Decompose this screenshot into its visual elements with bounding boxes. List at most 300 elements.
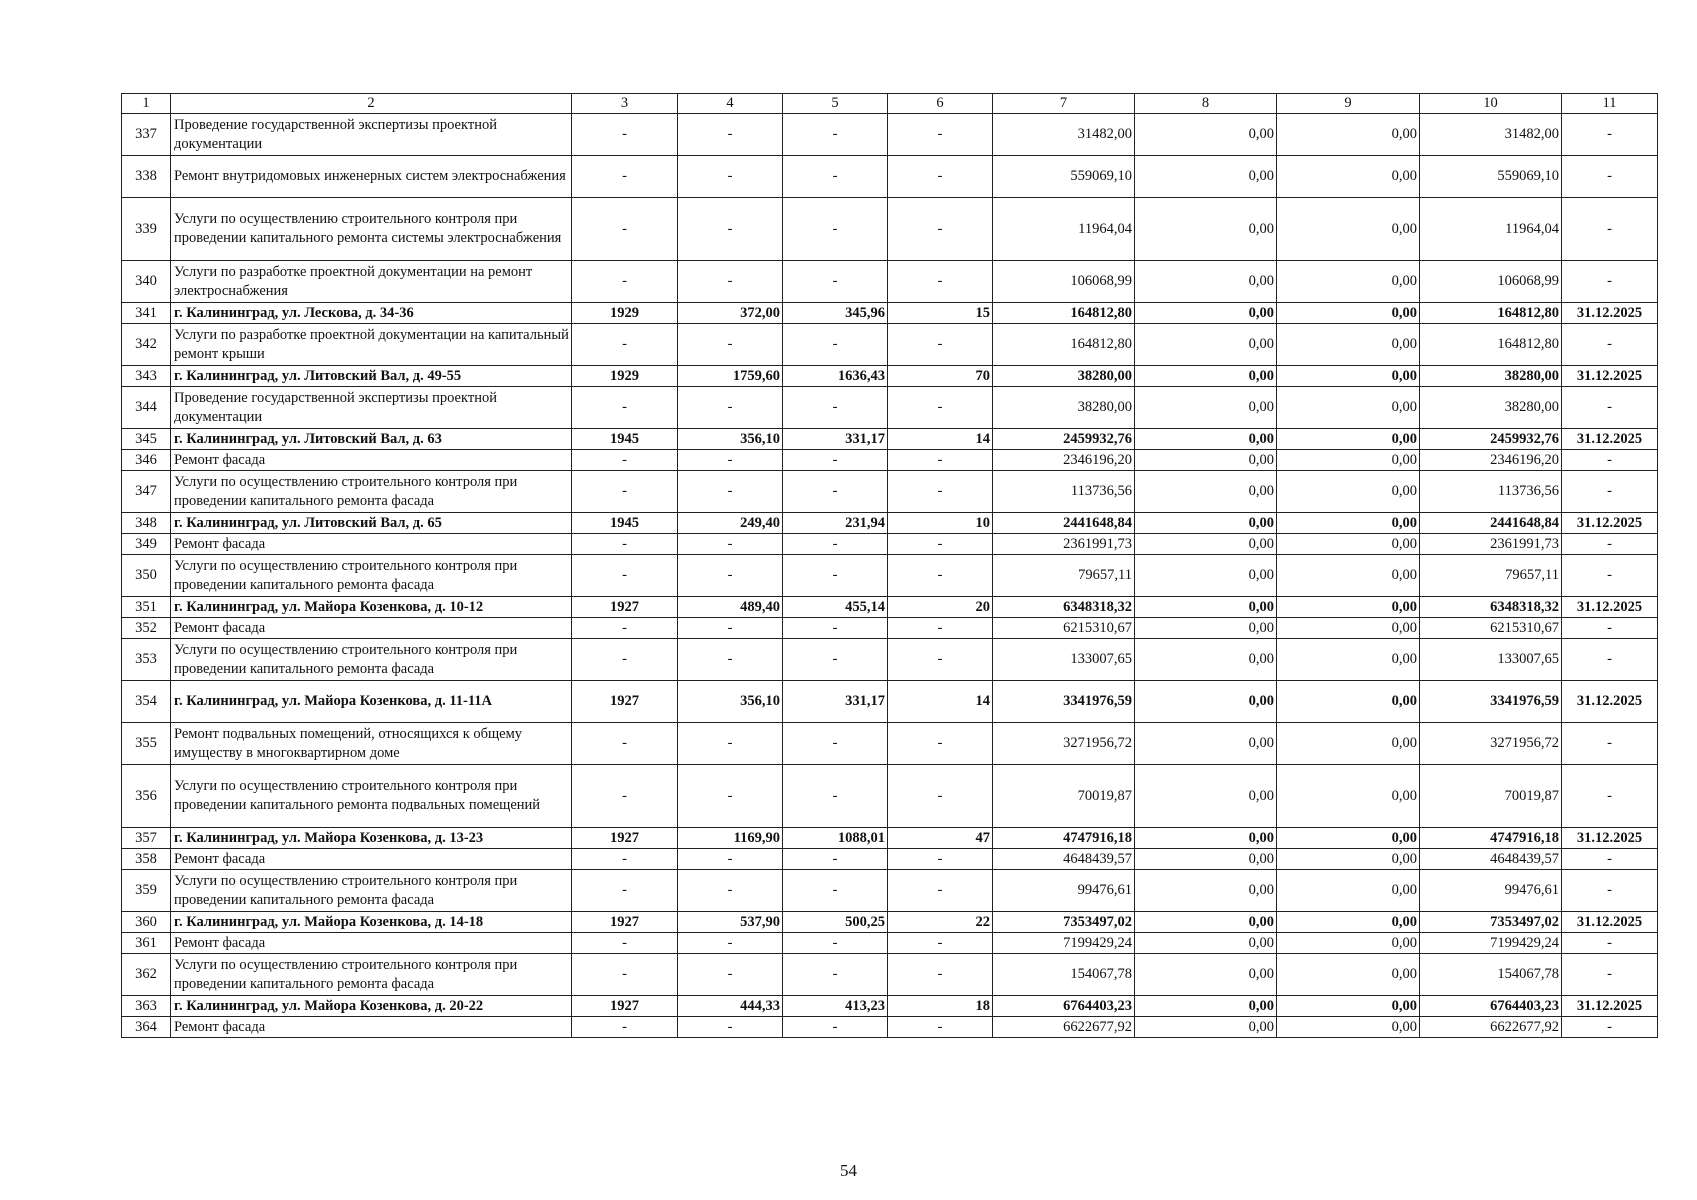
cell-col-9: 0,00 [1277,912,1420,933]
cell-col-8: 0,00 [1135,1017,1277,1038]
column-header: 5 [783,94,888,114]
row-number: 352 [122,618,171,639]
row-number: 343 [122,366,171,387]
work-item-row [122,933,1658,954]
cell-col-7: 106068,99 [993,261,1135,303]
cell-col-3: - [572,534,678,555]
row-number: 345 [122,429,171,450]
cell-col-3: - [572,261,678,303]
cell-col-3: - [572,765,678,828]
cell-col-4: 1759,60 [678,366,783,387]
row-number: 355 [122,723,171,765]
cell-col-10: 3271956,72 [1420,723,1562,765]
row-number: 364 [122,1017,171,1038]
cell-col-9: 0,00 [1277,198,1420,261]
row-number: 344 [122,387,171,429]
row-description: г. Калининград, ул. Майора Козенкова, д. 14-18 [171,912,572,933]
row-number: 354 [122,681,171,723]
cell-col-4: - [678,555,783,597]
work-item-row [122,870,1658,912]
cell-col-9: 0,00 [1277,555,1420,597]
cell-col-10: 99476,61 [1420,870,1562,912]
row-description: Услуги по осуществлению строительного контроля при проведении капитального ремонта системы электроснабжения [171,198,572,261]
row-description: Ремонт внутридомовых инженерных систем электроснабжения [171,156,572,198]
cell-col-8: 0,00 [1135,366,1277,387]
cell-col-9: 0,00 [1277,870,1420,912]
row-description: Проведение государственной экспертизы проектной документации [171,114,572,156]
cell-col-6: 10 [888,513,993,534]
cell-col-8: 0,00 [1135,828,1277,849]
cell-col-9: 0,00 [1277,261,1420,303]
cell-col-9: 0,00 [1277,765,1420,828]
cell-col-9: 0,00 [1277,723,1420,765]
cell-col-7: 154067,78 [993,954,1135,996]
row-description: Услуги по разработке проектной документации на ремонт электроснабжения [171,261,572,303]
cell-col-11: - [1562,534,1658,555]
address-row [122,912,1658,933]
cell-col-5: - [783,954,888,996]
cell-col-6: - [888,723,993,765]
cell-col-8: 0,00 [1135,534,1277,555]
cell-col-9: 0,00 [1277,996,1420,1017]
cell-col-9: 0,00 [1277,849,1420,870]
cell-col-8: 0,00 [1135,954,1277,996]
cell-col-9: 0,00 [1277,534,1420,555]
cell-col-7: 2346196,20 [993,450,1135,471]
row-number: 339 [122,198,171,261]
work-item-row [122,849,1658,870]
cell-col-11: 31.12.2025 [1562,429,1658,450]
cell-col-9: 0,00 [1277,156,1420,198]
cell-col-6: - [888,1017,993,1038]
cell-col-3: 1927 [572,912,678,933]
cell-col-10: 6622677,92 [1420,1017,1562,1038]
cell-col-5: - [783,618,888,639]
cell-col-4: - [678,387,783,429]
row-description: Ремонт фасада [171,1017,572,1038]
row-description: г. Калининград, ул. Литовский Вал, д. 65 [171,513,572,534]
cell-col-4: - [678,618,783,639]
cell-col-3: - [572,156,678,198]
cell-col-11: - [1562,471,1658,513]
cell-col-5: 1636,43 [783,366,888,387]
row-description: г. Калининград, ул. Литовский Вал, д. 63 [171,429,572,450]
column-header: 8 [1135,94,1277,114]
cell-col-7: 3341976,59 [993,681,1135,723]
cell-col-5: 1088,01 [783,828,888,849]
cell-col-5: - [783,198,888,261]
cell-col-11: - [1562,870,1658,912]
cell-col-10: 38280,00 [1420,366,1562,387]
work-item-row [122,387,1658,429]
cell-col-6: - [888,471,993,513]
row-description: Ремонт фасада [171,450,572,471]
cell-col-8: 0,00 [1135,387,1277,429]
cell-col-11: 31.12.2025 [1562,513,1658,534]
cell-col-5: - [783,156,888,198]
work-item-row [122,555,1658,597]
address-row [122,597,1658,618]
cell-col-6: - [888,198,993,261]
cell-col-6: - [888,114,993,156]
cell-col-11: - [1562,450,1658,471]
cell-col-10: 4648439,57 [1420,849,1562,870]
cell-col-3: - [572,639,678,681]
cell-col-8: 0,00 [1135,471,1277,513]
cell-col-4: - [678,534,783,555]
cell-col-5: - [783,849,888,870]
cell-col-9: 0,00 [1277,597,1420,618]
cell-col-3: - [572,114,678,156]
cell-col-8: 0,00 [1135,261,1277,303]
cell-col-5: 455,14 [783,597,888,618]
cell-col-6: 20 [888,597,993,618]
cell-col-11: - [1562,324,1658,366]
row-number: 338 [122,156,171,198]
work-item-row [122,156,1658,198]
address-row [122,429,1658,450]
cell-col-3: - [572,933,678,954]
cell-col-5: 413,23 [783,996,888,1017]
cell-col-6: - [888,618,993,639]
cell-col-11: - [1562,114,1658,156]
row-description: г. Калининград, ул. Литовский Вал, д. 49-55 [171,366,572,387]
cell-col-4: 356,10 [678,429,783,450]
cell-col-10: 6348318,32 [1420,597,1562,618]
cell-col-11: - [1562,618,1658,639]
cell-col-5: - [783,723,888,765]
cell-col-8: 0,00 [1135,933,1277,954]
cell-col-9: 0,00 [1277,681,1420,723]
column-header: 3 [572,94,678,114]
cell-col-8: 0,00 [1135,849,1277,870]
cell-col-3: 1927 [572,828,678,849]
cell-col-7: 2361991,73 [993,534,1135,555]
row-description: Услуги по осуществлению строительного контроля при проведении капитального ремонта фасада [171,555,572,597]
cell-col-6: 22 [888,912,993,933]
cell-col-5: - [783,639,888,681]
cell-col-6: - [888,933,993,954]
cell-col-11: - [1562,849,1658,870]
row-description: Услуги по разработке проектной документации на капитальный ремонт крыши [171,324,572,366]
cell-col-10: 164812,80 [1420,303,1562,324]
cell-col-6: - [888,261,993,303]
cell-col-3: - [572,954,678,996]
cell-col-9: 0,00 [1277,324,1420,366]
cell-col-10: 70019,87 [1420,765,1562,828]
cell-col-10: 7199429,24 [1420,933,1562,954]
cell-col-9: 0,00 [1277,618,1420,639]
cell-col-4: 489,40 [678,597,783,618]
cell-col-3: 1927 [572,597,678,618]
cell-col-8: 0,00 [1135,912,1277,933]
row-number: 353 [122,639,171,681]
cell-col-5: - [783,933,888,954]
cell-col-7: 11964,04 [993,198,1135,261]
cell-col-7: 4747916,18 [993,828,1135,849]
work-item-row [122,198,1658,261]
row-number: 356 [122,765,171,828]
cell-col-5: 231,94 [783,513,888,534]
column-header: 4 [678,94,783,114]
cell-col-11: 31.12.2025 [1562,828,1658,849]
cell-col-7: 6348318,32 [993,597,1135,618]
cell-col-5: - [783,387,888,429]
cell-col-10: 6215310,67 [1420,618,1562,639]
cell-col-5: 500,25 [783,912,888,933]
cell-col-10: 38280,00 [1420,387,1562,429]
column-header: 9 [1277,94,1420,114]
cell-col-11: - [1562,954,1658,996]
cell-col-11: - [1562,765,1658,828]
cell-col-4: 372,00 [678,303,783,324]
cell-col-11: - [1562,933,1658,954]
work-item-row [122,954,1658,996]
cell-col-5: - [783,555,888,597]
cell-col-3: - [572,870,678,912]
cell-col-8: 0,00 [1135,429,1277,450]
cell-col-3: - [572,450,678,471]
cell-col-3: - [572,198,678,261]
cell-col-11: 31.12.2025 [1562,681,1658,723]
cell-col-8: 0,00 [1135,765,1277,828]
cell-col-7: 7199429,24 [993,933,1135,954]
column-header: 1 [122,94,171,114]
cell-col-8: 0,00 [1135,198,1277,261]
cell-col-9: 0,00 [1277,114,1420,156]
cell-col-5: 331,17 [783,681,888,723]
cell-col-6: 70 [888,366,993,387]
cell-col-6: 14 [888,429,993,450]
cell-col-10: 7353497,02 [1420,912,1562,933]
cell-col-10: 133007,65 [1420,639,1562,681]
address-row [122,996,1658,1017]
cell-col-6: - [888,555,993,597]
column-header: 6 [888,94,993,114]
cell-col-9: 0,00 [1277,1017,1420,1038]
cell-col-11: 31.12.2025 [1562,303,1658,324]
cell-col-8: 0,00 [1135,681,1277,723]
column-header: 2 [171,94,572,114]
cell-col-3: 1927 [572,681,678,723]
column-number-header-row [122,94,1658,114]
cell-col-5: - [783,534,888,555]
cell-col-9: 0,00 [1277,366,1420,387]
work-item-row [122,639,1658,681]
row-number: 359 [122,870,171,912]
cell-col-10: 31482,00 [1420,114,1562,156]
cell-col-4: - [678,639,783,681]
cell-col-10: 106068,99 [1420,261,1562,303]
work-item-row [122,324,1658,366]
row-description: Ремонт фасада [171,849,572,870]
cell-col-8: 0,00 [1135,513,1277,534]
cell-col-4: - [678,870,783,912]
column-header: 10 [1420,94,1562,114]
row-description: г. Калининград, ул. Майора Козенкова, д. 20-22 [171,996,572,1017]
cell-col-3: 1929 [572,303,678,324]
cell-col-3: - [572,471,678,513]
cell-col-10: 154067,78 [1420,954,1562,996]
cell-col-3: 1945 [572,429,678,450]
work-item-row [122,534,1658,555]
cell-col-10: 4747916,18 [1420,828,1562,849]
table-body [122,94,1658,1038]
cell-col-10: 2361991,73 [1420,534,1562,555]
work-item-row [122,450,1658,471]
row-number: 357 [122,828,171,849]
cell-col-10: 559069,10 [1420,156,1562,198]
cell-col-10: 3341976,59 [1420,681,1562,723]
row-number: 341 [122,303,171,324]
cell-col-7: 164812,80 [993,324,1135,366]
row-description: Услуги по осуществлению строительного контроля при проведении капитального ремонта фасада [171,471,572,513]
row-number: 342 [122,324,171,366]
row-number: 349 [122,534,171,555]
cell-col-8: 0,00 [1135,870,1277,912]
cell-col-9: 0,00 [1277,387,1420,429]
cell-col-9: 0,00 [1277,933,1420,954]
cell-col-3: - [572,618,678,639]
cell-col-7: 3271956,72 [993,723,1135,765]
page-number: 54 [840,1161,857,1180]
cell-col-6: - [888,870,993,912]
cell-col-10: 79657,11 [1420,555,1562,597]
cell-col-4: - [678,1017,783,1038]
cell-col-9: 0,00 [1277,828,1420,849]
cell-col-9: 0,00 [1277,303,1420,324]
row-description: Ремонт фасада [171,933,572,954]
cell-col-8: 0,00 [1135,450,1277,471]
row-description: г. Калининград, ул. Лескова, д. 34-36 [171,303,572,324]
cell-col-11: 31.12.2025 [1562,912,1658,933]
cell-col-6: - [888,324,993,366]
cell-col-7: 4648439,57 [993,849,1135,870]
cell-col-4: - [678,450,783,471]
cell-col-4: - [678,723,783,765]
row-number: 363 [122,996,171,1017]
cell-col-7: 7353497,02 [993,912,1135,933]
address-row [122,513,1658,534]
cell-col-9: 0,00 [1277,639,1420,681]
cell-col-7: 133007,65 [993,639,1135,681]
cell-col-7: 6764403,23 [993,996,1135,1017]
cell-col-4: - [678,114,783,156]
cell-col-7: 99476,61 [993,870,1135,912]
cell-col-7: 2459932,76 [993,429,1135,450]
cell-col-4: - [678,954,783,996]
row-description: Услуги по осуществлению строительного контроля при проведении капитального ремонта фасада [171,870,572,912]
row-description: г. Калининград, ул. Майора Козенкова, д. 13-23 [171,828,572,849]
cell-col-8: 0,00 [1135,156,1277,198]
cell-col-4: 356,10 [678,681,783,723]
cell-col-3: - [572,723,678,765]
cell-col-11: - [1562,261,1658,303]
column-header: 11 [1562,94,1658,114]
row-number: 361 [122,933,171,954]
row-description: Услуги по осуществлению строительного контроля при проведении капитального ремонта фасада [171,954,572,996]
cell-col-5: 345,96 [783,303,888,324]
work-item-row [122,471,1658,513]
cell-col-6: - [888,765,993,828]
work-item-row [122,261,1658,303]
work-item-row [122,765,1658,828]
cell-col-9: 0,00 [1277,429,1420,450]
cell-col-8: 0,00 [1135,303,1277,324]
row-number: 337 [122,114,171,156]
cell-col-6: 15 [888,303,993,324]
cell-col-10: 164812,80 [1420,324,1562,366]
cell-col-7: 31482,00 [993,114,1135,156]
cell-col-11: - [1562,555,1658,597]
cell-col-11: - [1562,723,1658,765]
cell-col-11: 31.12.2025 [1562,366,1658,387]
cell-col-7: 38280,00 [993,366,1135,387]
cell-col-10: 6764403,23 [1420,996,1562,1017]
cell-col-5: 331,17 [783,429,888,450]
cell-col-3: - [572,555,678,597]
address-row [122,828,1658,849]
cell-col-3: - [572,1017,678,1038]
cell-col-5: - [783,324,888,366]
cell-col-4: - [678,933,783,954]
row-description: Ремонт фасада [171,534,572,555]
row-number: 348 [122,513,171,534]
cell-col-4: - [678,156,783,198]
cell-col-4: - [678,471,783,513]
row-number: 340 [122,261,171,303]
cell-col-3: 1927 [572,996,678,1017]
column-header: 7 [993,94,1135,114]
cell-col-10: 2346196,20 [1420,450,1562,471]
cell-col-7: 38280,00 [993,387,1135,429]
repair-plan-table [121,93,1658,1038]
cell-col-6: - [888,156,993,198]
cell-col-7: 6215310,67 [993,618,1135,639]
cell-col-6: - [888,849,993,870]
cell-col-11: 31.12.2025 [1562,996,1658,1017]
row-description: Проведение государственной экспертизы проектной документации [171,387,572,429]
work-item-row [122,723,1658,765]
cell-col-8: 0,00 [1135,324,1277,366]
cell-col-7: 113736,56 [993,471,1135,513]
cell-col-5: - [783,114,888,156]
cell-col-10: 2441648,84 [1420,513,1562,534]
row-number: 362 [122,954,171,996]
address-row [122,681,1658,723]
cell-col-4: - [678,198,783,261]
row-number: 351 [122,597,171,618]
cell-col-5: - [783,765,888,828]
cell-col-9: 0,00 [1277,471,1420,513]
row-number: 347 [122,471,171,513]
row-description: г. Калининград, ул. Майора Козенкова, д. 10-12 [171,597,572,618]
cell-col-6: - [888,450,993,471]
cell-col-11: - [1562,156,1658,198]
cell-col-9: 0,00 [1277,513,1420,534]
cell-col-4: - [678,324,783,366]
cell-col-5: - [783,471,888,513]
cell-col-5: - [783,870,888,912]
cell-col-11: - [1562,198,1658,261]
cell-col-7: 70019,87 [993,765,1135,828]
cell-col-10: 113736,56 [1420,471,1562,513]
cell-col-4: 537,90 [678,912,783,933]
cell-col-4: 1169,90 [678,828,783,849]
cell-col-5: - [783,1017,888,1038]
cell-col-7: 2441648,84 [993,513,1135,534]
cell-col-6: - [888,387,993,429]
